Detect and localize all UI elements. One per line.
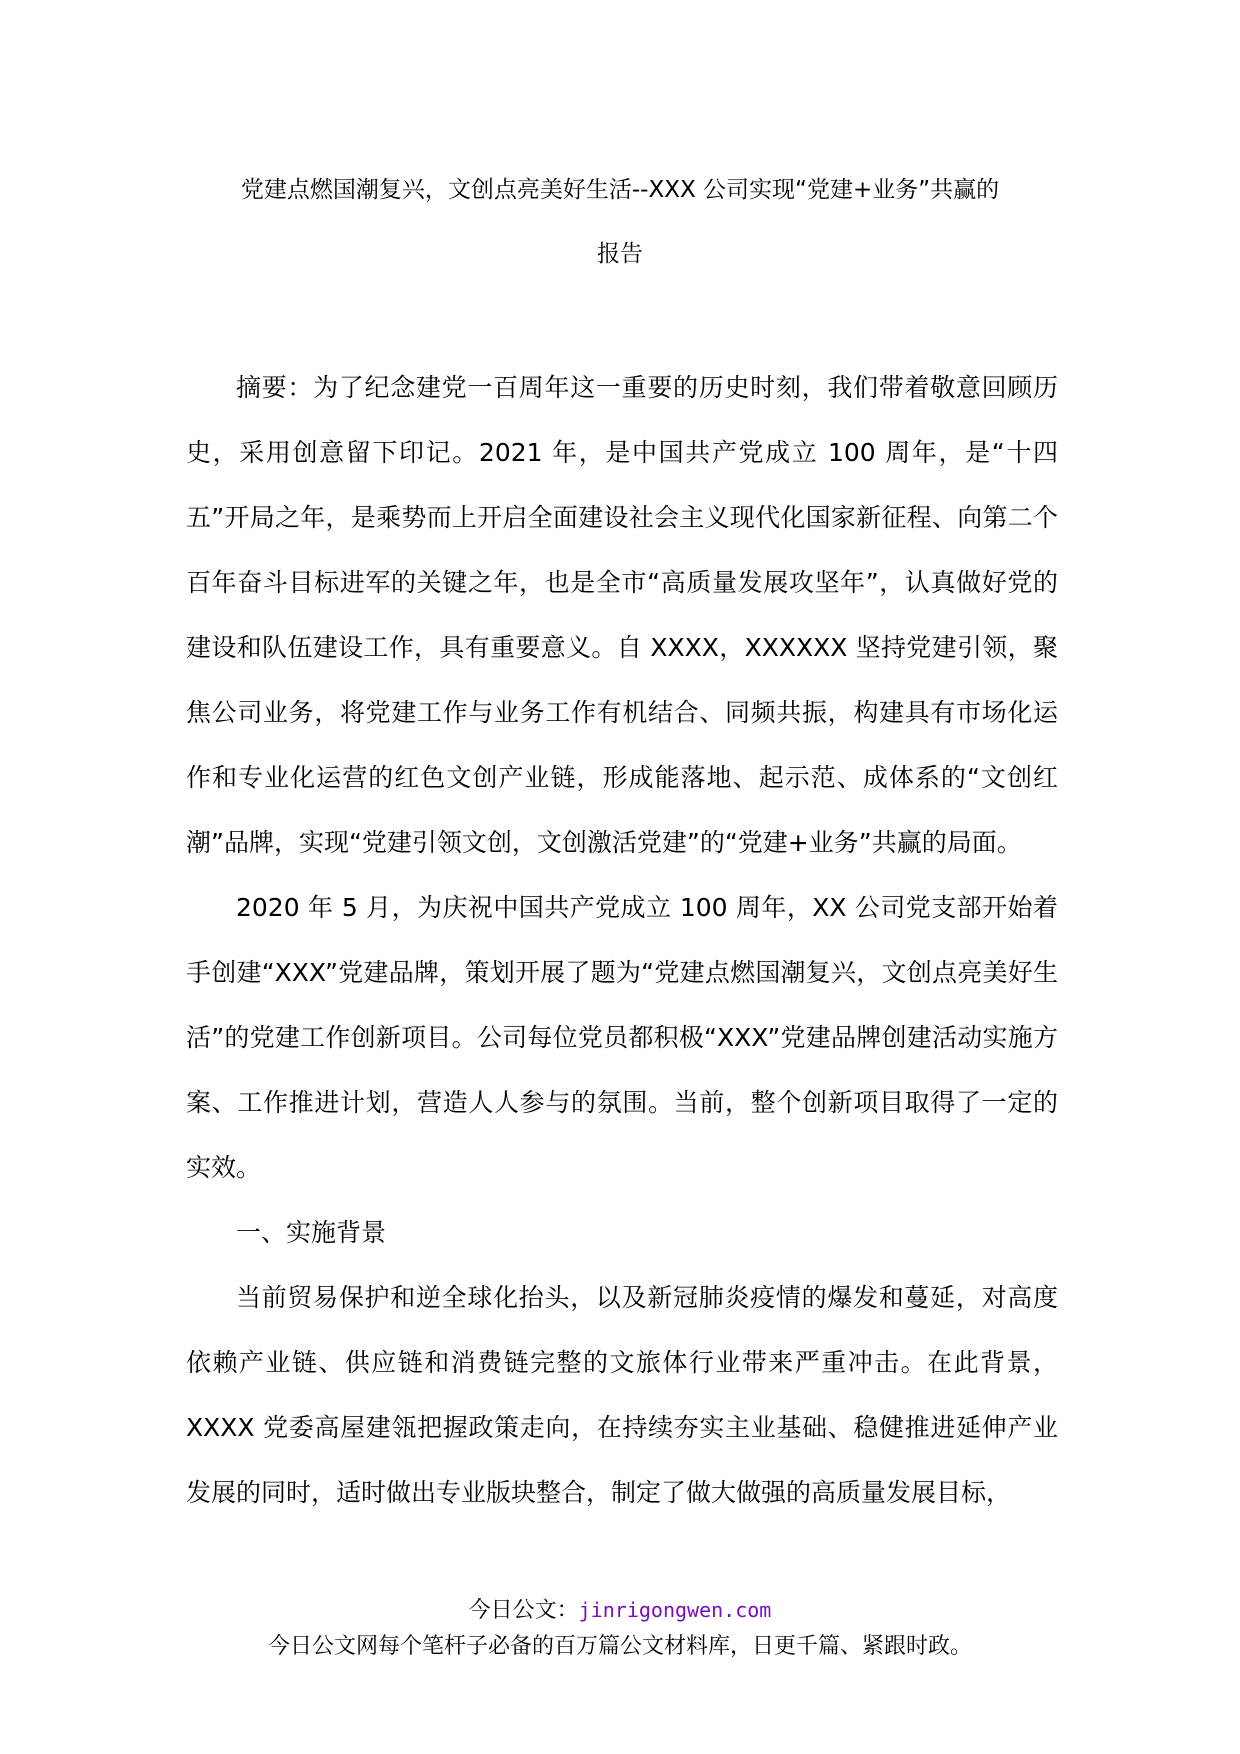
title-line-1: 党建点燃国潮复兴，文创点亮美好生活--XXX 公司实现“党建+业务”共赢的 (240, 177, 1000, 203)
section-heading: 一、实施背景 (236, 1218, 387, 1247)
footer-site-label: 今日公文： (468, 1598, 579, 1623)
abstract-paragraph: 摘要：为了纪念建党一百周年这一重要的历史时刻，我们带着敬意回顾历史，采用创意留下印记。2021 年，是中国共产党成立 100 周年，是“十四五”开局之年，是乘势而上开启全面建设社会主义现代化国家新征程、向第二个百年奋斗目标进军的关键之年，也是全市“高质量发展攻坚年”，认真做好党的建设和队伍建设工作，具有重要意义。自 XXXX，XXXXXX 坚持党建引领，聚焦公司业务，将党建工作与业务工作有机结合、同频共振，构建具有市场化运作和专业化运营的红色文创产业链，形成能落地、起示范、成体系的“文创红潮”品牌，实现“党建引领文创，文创激活党建”的“党建+业务”共赢的局面。 (186, 373, 1058, 857)
title-line-2: 报告 (597, 241, 643, 267)
footer-tagline: 今日公文网每个笔杆子必备的百万篇公文材料库，日更千篇、紧跟时政。 (267, 1634, 972, 1659)
page-footer (0, 1592, 1240, 1665)
document-title (180, 158, 1060, 286)
footer-site-link[interactable]: jinrigongwen.com (578, 1598, 772, 1622)
section-paragraph: 当前贸易保护和逆全球化抬头，以及新冠肺炎疫情的爆发和蔓延，对高度依赖产业链、供应链和消费链完整的文旅体行业带来严重冲击。在此背景，XXXX 党委高屋建瓴把握政策走向，在持续夯实主业基础、稳健推进延伸产业发展的同时，适时做出专业版块整合，制定了做大做强的高质量发展目标， (186, 1283, 1058, 1507)
footer-site-line (0, 1592, 1240, 1629)
background-paragraph: 2020 年 5 月，为庆祝中国共产党成立 100 周年，XX 公司党支部开始着手创建“XXX”党建品牌，策划开展了题为“党建点燃国潮复兴，文创点亮美好生活”的党建工作创新项目。公司每位党员都积极“XXX”党建品牌创建活动实施方案、工作推进计划，营造人人参与的氛围。当前，整个创新项目取得了一定的实效。 (186, 893, 1058, 1182)
document-body (186, 355, 1058, 1525)
